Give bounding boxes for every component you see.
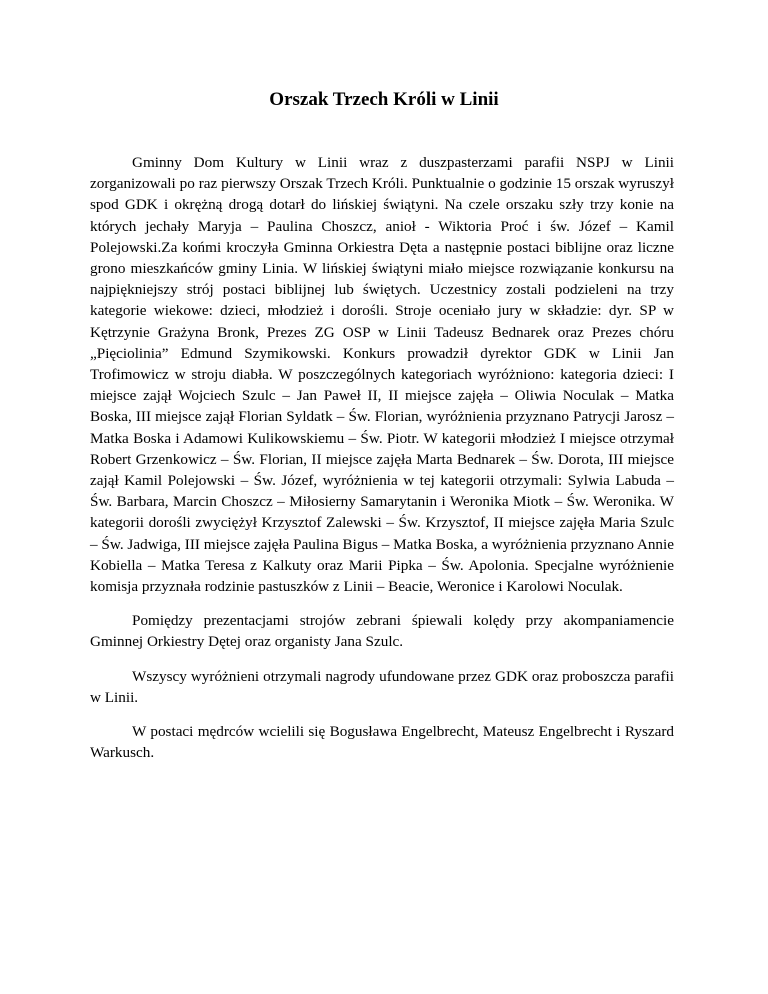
paragraph-magi: W postaci mędrców wcielili się Bogusława Engelbrecht, Mateusz Engelbrecht i Ryszard Warkusch. — [90, 723, 674, 762]
document-title: Orszak Trzech Króli w Linii — [269, 89, 499, 110]
document-body — [90, 152, 674, 776]
paragraph-prizes: Wszyscy wyróżnieni otrzymali nagrody ufundowane przez GDK oraz proboszcza parafii w Linii. — [90, 667, 674, 706]
paragraph-event-report: Gminny Dom Kultury w Linii wraz z duszpasterzami parafii NSPJ w Linii zorganizowali po raz pierwszy Orszak Trzech Króli. Punktualnie o godzinie 15 orszak wyruszył spod GDK i okrężną drogą dotarł do lińskiej świątyni. Na czele orszaku szły trzy konie na których jechały Maryja – Paulina Choszcz, anioł - Wiktoria Proć i św. Józef – Kamil Polejowski.Za końmi kroczyła Gminna Orkiestra Dęta a następnie postaci biblijne oraz liczne grono mieszkańców gminy Linia. W lińskiej świątyni miało miejsce rozwiązanie konkursu na najpiękniejszy strój postaci biblijnej lub świętych. Uczestnicy zostali podzieleni na trzy kategorie wiekowe: dzieci, młodzież i dorośli. Stroje oceniało jury w składzie: dyr. SP w Kętrzynie Grażyna Bronk, Prezes ZG OSP w Linii Tadeusz Bednarek oraz Prezes chóru „Pięciolinia” Edmund Szymikowski. Konkurs prowadził dyrektor GDK w Linii Jan Trofimowicz w stroju diabła. W poszczególnych kategoriach wyróżniono: kategoria dzieci: I miejsce zajął Wojciech Szulc – Jan Paweł II, II miejsce zajęła – Oliwia Noculak – Matka Boska, III miejsce zajął Florian Syldatk – Św. Florian, wyróżnienia przyznano Patrycji Jarosz – Matka Boska i Adamowi Kulikowskiemu – Św. Piotr. W kategorii młodzież I miejsce otrzymał Robert Grzenkowicz – Św. Florian, II miejsce zajęła Marta Bednarek – Św. Dorota, III miejsce zajął Kamil Polejowski – Św. Józef, wyróżnienia w tej kategorii otrzymali: Sylwia Labuda – Św. Barbara, Marcin Choszcz – Miłosierny Samarytanin i Weronika Miotk – Św. Weronika. W kategorii dorośli zwyciężył Krzysztof Zalewski – Św. Krzysztof, II miejsce zajęła Maria Szulc – Św. Jadwiga, III miejsce zajęła Paulina Bigus – Matka Boska, a wyróżnienia przyznano Annie Kobiella – Matka Teresa z Kalkuty oraz Marii Pipka – Św. Apolonia. Specjalne wyróżnienie komisja przyznała rodzinie pastuszków z Linii – Beacie, Weronice i Karolowi Noculak. — [90, 154, 674, 596]
paragraph-carols: Pomiędzy prezentacjami strojów zebrani śpiewali kolędy przy akompaniamencie Gminnej Orkiestry Dętej oraz organisty Jana Szulc. — [90, 612, 674, 651]
